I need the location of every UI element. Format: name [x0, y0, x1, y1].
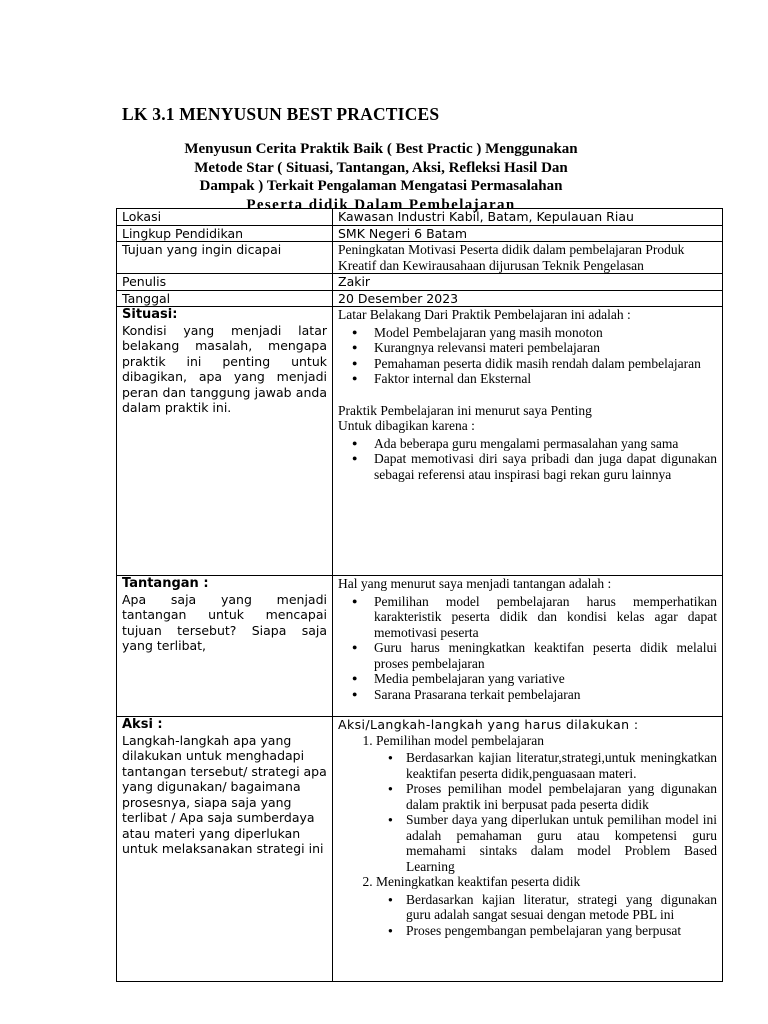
- best-practice-table: [116, 208, 723, 982]
- document-subtitle: [116, 140, 646, 214]
- row-label-tujuan: Tujuan yang ingin dicapai: [117, 242, 333, 274]
- row-value-lingkup: SMK Negeri 6 Batam: [333, 225, 723, 242]
- subtitle-line: Dampak ) Terkait Pengalaman Mengatasi Permasalahan: [199, 178, 563, 194]
- situasi-intro-2b: Untuk dibagikan karena :: [338, 418, 475, 433]
- list-item: ● Pemilihan model pembelajaran harus memperhatikan karakteristik peserta didik dan kondisi kelas agar dapat memotivasi peserta: [374, 594, 717, 641]
- list-item: ● Sumber daya yang diperlukan untuk pemilihan model ini adalah pemahaman guru atau kompetensi guru memahami sintaks dalam model Problem Based Learning: [406, 812, 717, 874]
- row-value-tujuan: Peningkatan Motivasi Peserta didik dalam pembelajaran Produk Kreatif dan Kewirausahaan dijurusan Teknik Pengelasan: [333, 242, 723, 274]
- situasi-list-2: [338, 436, 717, 483]
- table-row: [117, 209, 723, 226]
- table-row-situasi: [117, 307, 723, 576]
- situasi-list: [338, 325, 717, 387]
- aksi-intro: Aksi/Langkah-langkah yang harus dilakukan :: [338, 717, 639, 732]
- page-title: LK 3.1 MENYUSUN BEST PRACTICES: [122, 104, 440, 124]
- list-item: ● Ada beberapa guru mengalami permasalahan yang sama: [374, 436, 717, 452]
- aksi-prompt: Langkah-langkah apa yang dilakukan untuk menghadapi tantangan tersebut/ strategi apa yang digunakan/ bagaimana prosesnya, siapa saja yang terlibat / Apa saja sumberdaya atau materi yang diperlukan untuk melaksanakan strategi ini: [122, 732, 327, 856]
- situasi-intro: Latar Belakang Dari Praktik Pembelajaran ini adalah :: [338, 307, 631, 322]
- spacer: [338, 387, 717, 403]
- tantangan-heading: Tantangan :: [122, 576, 209, 591]
- table-row: [117, 242, 723, 274]
- row-label-lokasi: Lokasi: [117, 209, 333, 226]
- subtitle-line: Menyusun Cerita Praktik Baik ( Best Practic ) Menggunakan: [184, 141, 578, 157]
- subtitle-line: Metode Star ( Situasi, Tantangan, Aksi, Refleksi Hasil Dan: [194, 159, 568, 176]
- aksi-answer-cell: [333, 717, 723, 982]
- row-label-lingkup: Lingkup Pendidikan: [117, 225, 333, 242]
- table-row: [117, 290, 723, 307]
- list-item: ● Pemahaman peserta didik masih rendah dalam pembelajaran: [374, 356, 717, 372]
- tantangan-prompt-cell: [117, 576, 333, 717]
- aksi-heading: Aksi :: [122, 717, 163, 732]
- situasi-prompt: Kondisi yang menjadi latar belakang masalah, mengapa praktik ini penting untuk dibagikan, apa yang menjadi peran dan tanggung jawab anda dalam praktik ini.: [122, 322, 327, 415]
- row-value-tanggal: 20 Desember 2023: [333, 290, 723, 307]
- list-item: ● Berdasarkan kajian literatur, strategi yang digunakan guru adalah sangat sesuai dengan metode PBL ini: [406, 892, 717, 923]
- list-item: ● Berdasarkan kajian literatur,strategi,untuk meningkatkan keaktifan peserta didik,penguasaan materi.: [406, 750, 717, 781]
- tantangan-list: [338, 594, 717, 703]
- aksi-step-list: [376, 750, 717, 874]
- table-row-aksi: [117, 717, 723, 982]
- situasi-intro-2a: Praktik Pembelajaran ini menurut saya Penting: [338, 402, 592, 418]
- table-row-tantangan: [117, 576, 723, 717]
- row-value-penulis: Zakir: [333, 274, 723, 291]
- aksi-step-label: Pemilihan model pembelajaran: [376, 732, 544, 748]
- tantangan-prompt: Apa saja yang menjadi tantangan untuk mencapai tujuan tersebut? Siapa saja yang terlibat,: [122, 591, 327, 653]
- situasi-answer-cell: [333, 307, 723, 576]
- list-item: ● Model Pembelajaran yang masih monoton: [374, 325, 717, 341]
- list-item: ● Faktor internal dan Eksternal: [374, 371, 717, 387]
- list-item: ● Sarana Prasarana terkait pembelajaran: [374, 687, 717, 703]
- row-value-lokasi: Kawasan Industri Kabil, Batam, Kepulauan Riau: [333, 209, 723, 226]
- row-label-penulis: Penulis: [117, 274, 333, 291]
- list-item: ● Kurangnya relevansi materi pembelajaran: [374, 340, 717, 356]
- situasi-prompt-cell: [117, 307, 333, 576]
- table-row: [117, 274, 723, 291]
- situasi-heading: Situasi:: [122, 307, 178, 322]
- list-item: ● Proses pengembangan pembelajaran yang berpusat: [406, 923, 717, 939]
- aksi-step-label: Meningkatkan keaktifan peserta didik: [376, 874, 581, 889]
- aksi-steps: [338, 733, 717, 939]
- list-item: ● Media pembelajaran yang variative: [374, 671, 717, 687]
- list-item: ● Dapat memotivasi diri saya pribadi dan juga dapat digunakan sebagai referensi atau inspirasi bagi rekan guru lainnya: [374, 451, 717, 482]
- row-label-tanggal: Tanggal: [117, 290, 333, 307]
- tantangan-answer-cell: [333, 576, 723, 717]
- tantangan-intro: Hal yang menurut saya menjadi tantangan adalah :: [338, 576, 612, 591]
- aksi-step: [376, 733, 717, 875]
- aksi-prompt-cell: [117, 717, 333, 982]
- table-row: [117, 225, 723, 242]
- aksi-step: [376, 874, 717, 938]
- subtitle-line: Peserta didik Dalam Pembelajaran: [246, 196, 516, 213]
- list-item: ● Guru harus meningkatkan keaktifan peserta didik melalui proses pembelajaran: [374, 640, 717, 671]
- aksi-step-list: [376, 892, 717, 939]
- list-item: ● Proses pemilihan model pembelajaran yang digunakan dalam praktik ini berpusat pada peserta didik: [406, 781, 717, 812]
